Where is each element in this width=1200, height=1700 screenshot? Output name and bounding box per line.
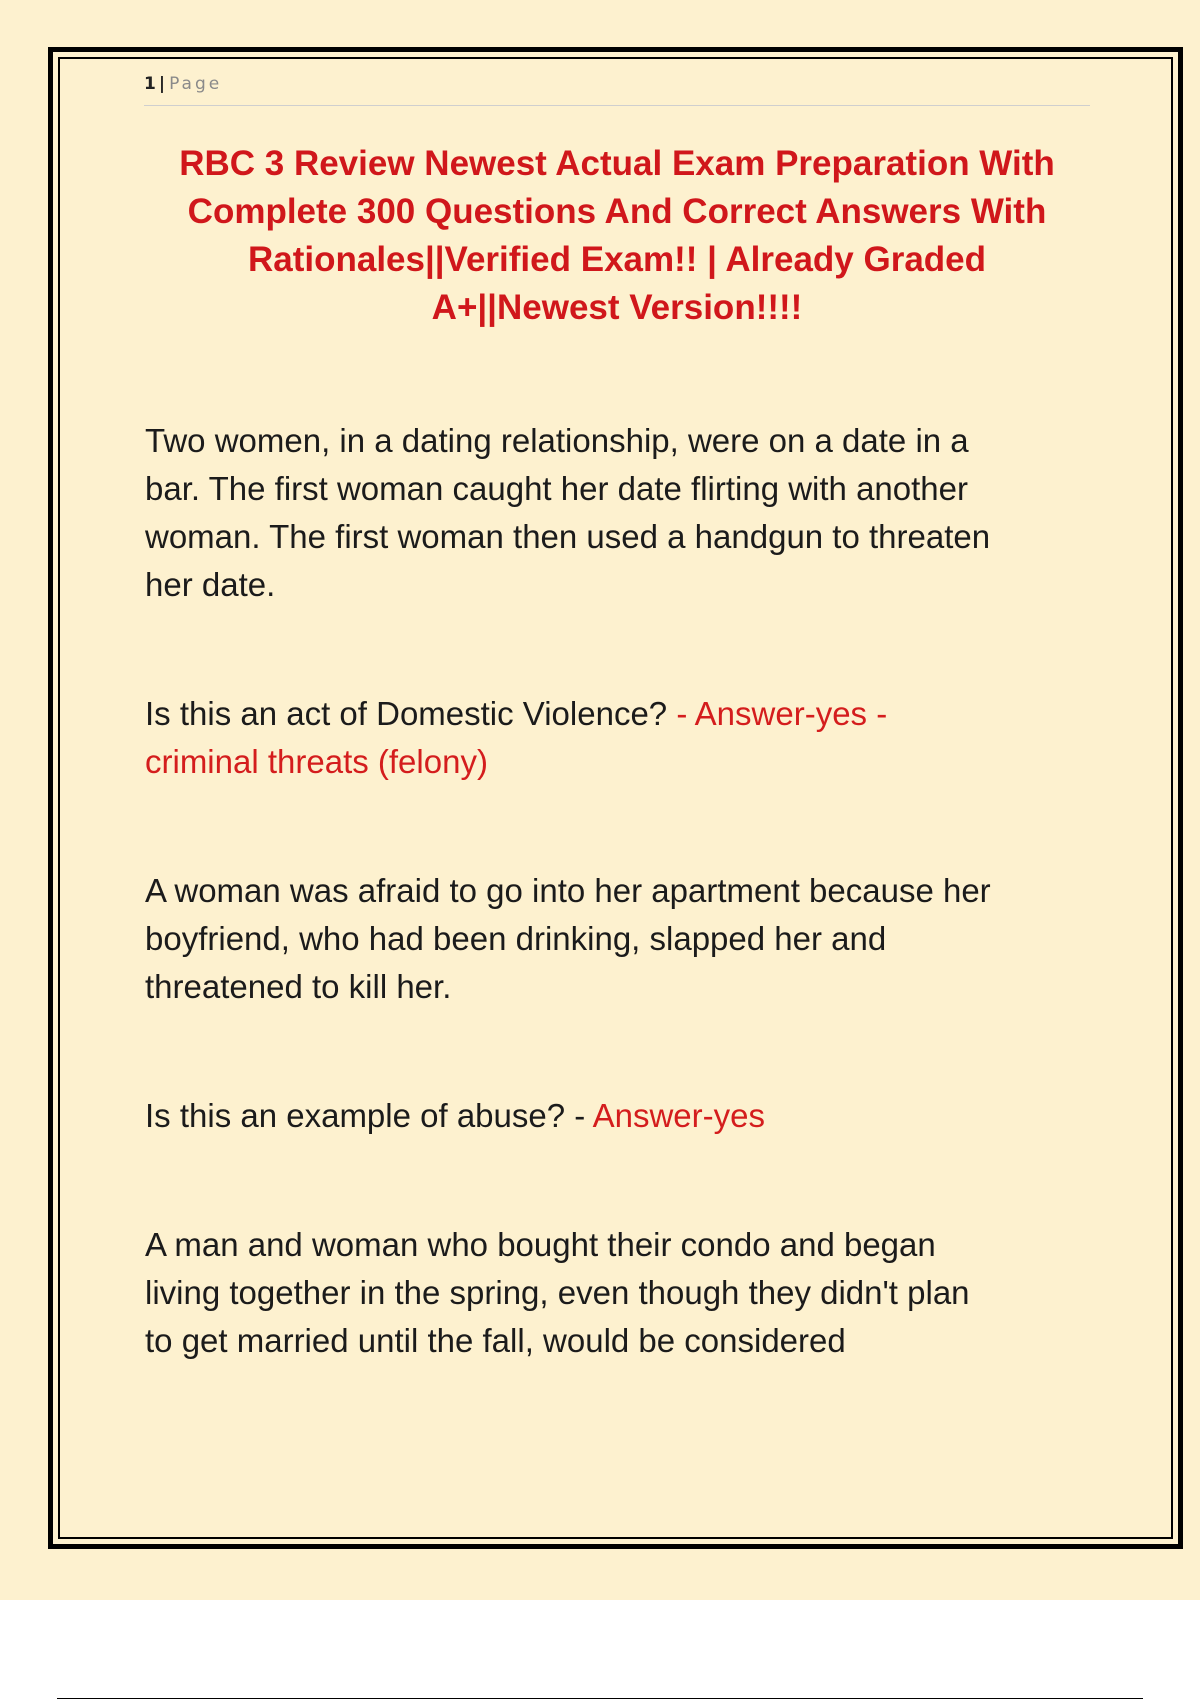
spacer bbox=[145, 786, 1095, 867]
question-2-scenario bbox=[145, 867, 1095, 1011]
spacer bbox=[145, 1140, 1095, 1221]
text-line: bar. The first woman caught her date flirting with another bbox=[145, 470, 969, 507]
text-line: living together in the spring, even though they didn't plan bbox=[145, 1274, 970, 1311]
text-line bbox=[145, 1092, 1095, 1140]
spacer bbox=[145, 609, 1095, 690]
text-line: threatened to kill her. bbox=[145, 968, 452, 1005]
question-1-text: Is this an act of Domestic Violence? bbox=[145, 695, 668, 732]
question-2-prompt bbox=[145, 1092, 1095, 1140]
title-line: A+||Newest Version!!!! bbox=[431, 288, 803, 327]
text-line: her date. bbox=[145, 566, 276, 603]
question-2-answer: Answer-yes bbox=[592, 1097, 765, 1134]
spacer bbox=[145, 1011, 1095, 1092]
page-label: Page bbox=[169, 74, 223, 94]
question-1-answer-continued: criminal threats (felony) bbox=[145, 743, 488, 780]
question-1-scenario bbox=[145, 417, 1095, 609]
question-3-scenario bbox=[145, 1221, 1095, 1365]
bottom-divider bbox=[57, 1698, 1143, 1699]
page-number: 1 bbox=[144, 74, 157, 94]
text-line: A woman was afraid to go into her apartment because her bbox=[145, 872, 991, 909]
document-body bbox=[145, 417, 1095, 1365]
title-line: Rationales||Verified Exam!! | Already Graded bbox=[247, 240, 987, 279]
text-line bbox=[145, 690, 1095, 738]
document-title bbox=[144, 140, 1090, 332]
text-line: Two women, in a dating relationship, were on a date in a bbox=[145, 422, 969, 459]
question-2-text: Is this an example of abuse? - bbox=[145, 1097, 593, 1134]
title-line: RBC 3 Review Newest Actual Exam Preparation With bbox=[179, 144, 1055, 183]
text-line: woman. The first woman then used a handgun to threaten bbox=[145, 518, 991, 555]
title-line: Complete 300 Questions And Correct Answers With bbox=[187, 192, 1047, 231]
question-1-answer: - Answer-yes - bbox=[667, 695, 888, 732]
question-1-prompt bbox=[145, 690, 1095, 786]
page-separator: | bbox=[158, 74, 166, 94]
text-line: to get married until the fall, would be considered bbox=[145, 1322, 846, 1359]
text-line: A man and woman who bought their condo and began bbox=[145, 1226, 936, 1263]
text-line: boyfriend, who had been drinking, slapped her and bbox=[145, 920, 887, 957]
page-header bbox=[144, 74, 1090, 106]
